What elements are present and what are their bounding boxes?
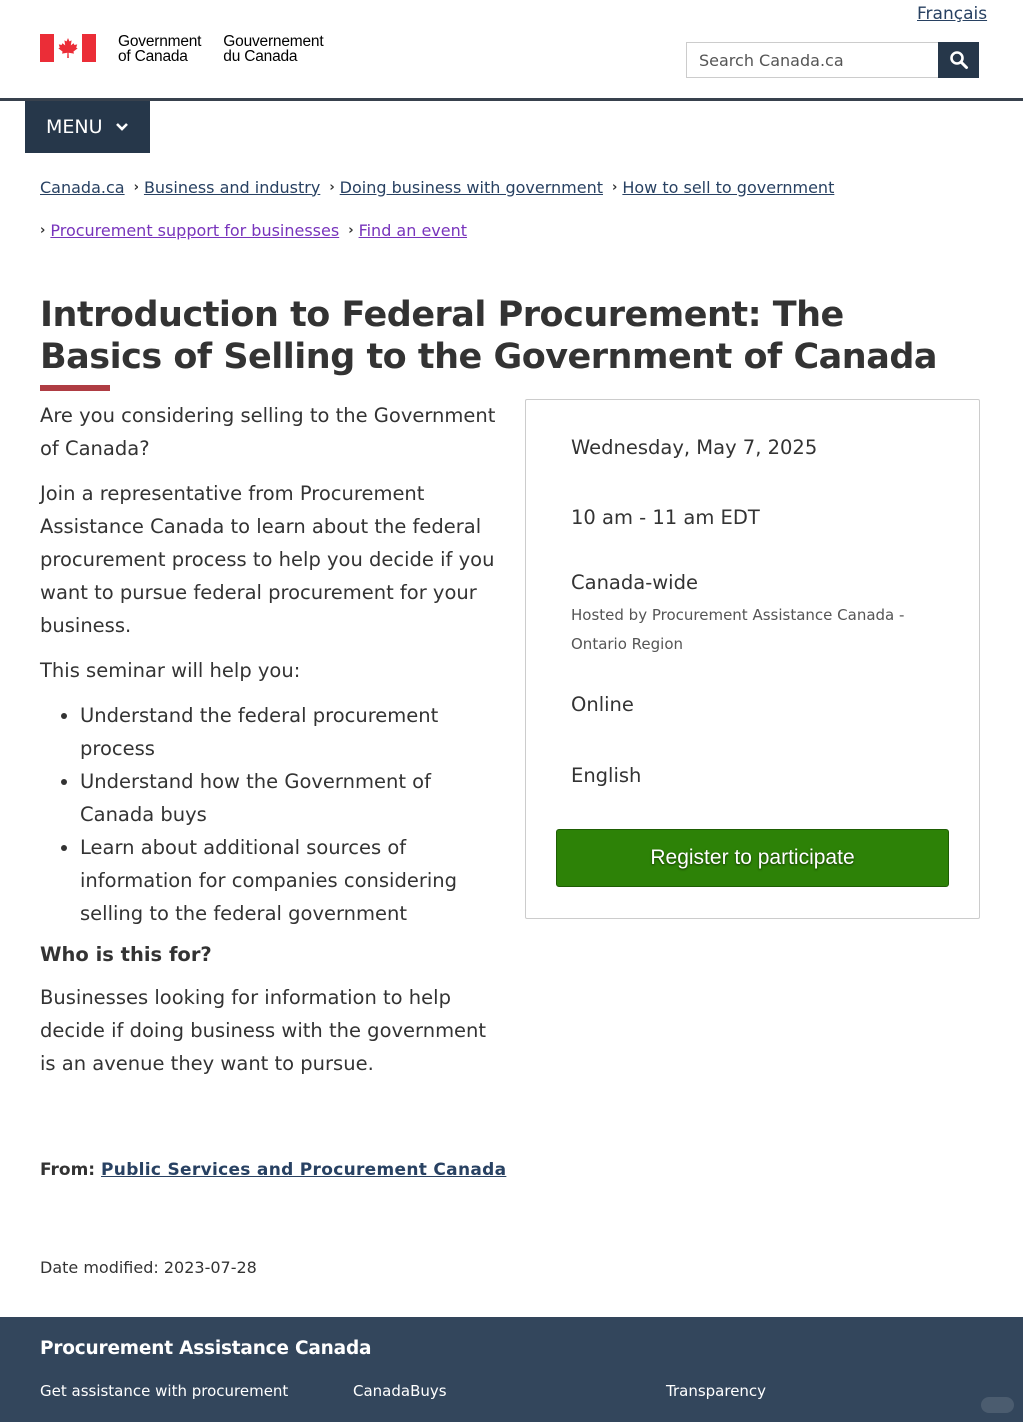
- site-search: [686, 42, 979, 78]
- list-item: • Learn about additional sources of information for companies considering selling to the federal government: [80, 831, 500, 930]
- breadcrumb-item: [134, 178, 321, 197]
- breadcrumb-link-canada-ca[interactable]: Canada.ca: [40, 177, 125, 197]
- audience-heading: Who is this for?: [40, 943, 212, 966]
- footer-link-get-assistance[interactable]: Get assistance with procurement: [40, 1382, 289, 1400]
- breadcrumb: [40, 176, 980, 241]
- government-of-canada-logo[interactable]: [40, 34, 323, 64]
- breadcrumb-item: [40, 221, 339, 240]
- list-item: • Understand the federal procurement process: [80, 699, 500, 765]
- menu-button[interactable]: [25, 101, 150, 153]
- description-text: Join a representative from Procurement Assistance Canada to learn about the federal procurement process to help you decide if you want to pursue federal procurement for your business.: [40, 482, 495, 637]
- list-item: • Understand how the Government of Canada buys: [80, 765, 500, 831]
- canada-flag-icon: [40, 34, 96, 62]
- event-host: Hosted by Procurement Assistance Canada - Ontario Region: [571, 606, 905, 653]
- breadcrumb-link-procurement-support[interactable]: Procurement support for businesses: [50, 220, 340, 240]
- breadcrumb-link-find-event[interactable]: Find an event: [358, 220, 468, 240]
- footer-link-transparency[interactable]: Transparency: [666, 1382, 767, 1400]
- language-toggle-link[interactable]: Français: [917, 4, 988, 24]
- search-icon: [949, 50, 969, 70]
- list-intro-text: This seminar will help you:: [40, 659, 301, 682]
- benefits-list: [40, 699, 500, 930]
- date-modified-label: Date modified:: [40, 1258, 159, 1277]
- from-department: [40, 1160, 506, 1180]
- chevron-right-icon: ›: [133, 179, 139, 195]
- chevron-right-icon: ›: [348, 222, 354, 238]
- event-details-panel: [525, 399, 980, 919]
- breadcrumb-link-doing-business[interactable]: Doing business with government: [339, 177, 603, 197]
- event-location: Canada-wide: [571, 571, 698, 594]
- overlay-badge: [981, 1397, 1014, 1413]
- search-button[interactable]: [938, 42, 979, 78]
- header-divider: [0, 98, 1023, 101]
- breadcrumb-item: [329, 178, 603, 197]
- search-input[interactable]: [686, 42, 938, 78]
- wordmark-french: Gouvernement du Canada: [223, 33, 324, 65]
- chevron-right-icon: ›: [40, 222, 46, 238]
- breadcrumb-item: [40, 178, 125, 197]
- event-date: Wednesday, May 7, 2025: [571, 436, 818, 459]
- department-link[interactable]: Public Services and Procurement Canada: [101, 1160, 507, 1180]
- page-title: Introduction to Federal Procurement: The Basics of Selling to the Government of Canada: [40, 295, 937, 377]
- menu-label: MENU: [46, 116, 103, 138]
- event-time: 10 am - 11 am EDT: [571, 506, 760, 529]
- event-format: Online: [571, 693, 634, 716]
- date-modified-value: 2023-07-28: [163, 1258, 257, 1277]
- audience-text: Businesses looking for information to help decide if doing business with the government is an avenue they want to pursue.: [40, 986, 487, 1075]
- title-accent-rule: [40, 385, 110, 391]
- date-modified: [40, 1258, 257, 1277]
- maple-leaf-icon: [56, 36, 80, 60]
- footer: [0, 1317, 1023, 1422]
- chevron-right-icon: ›: [612, 179, 618, 195]
- breadcrumb-link-business-industry[interactable]: Business and industry: [143, 177, 321, 197]
- breadcrumb-link-how-to-sell[interactable]: How to sell to government: [622, 177, 835, 197]
- intro-text: Are you considering selling to the Government of Canada?: [40, 404, 496, 460]
- register-button[interactable]: Register to participate: [556, 829, 949, 887]
- event-language: English: [571, 764, 642, 787]
- breadcrumb-item: [612, 178, 834, 197]
- wordmark-english: Government of Canada: [118, 33, 202, 65]
- event-description: [40, 399, 500, 1092]
- breadcrumb-item: [348, 221, 467, 240]
- footer-link-canadabuys[interactable]: CanadaBuys: [353, 1382, 447, 1400]
- chevron-right-icon: ›: [329, 179, 335, 195]
- from-label: From:: [40, 1160, 96, 1180]
- footer-title: Procurement Assistance Canada: [40, 1338, 372, 1359]
- chevron-down-icon: [115, 122, 129, 132]
